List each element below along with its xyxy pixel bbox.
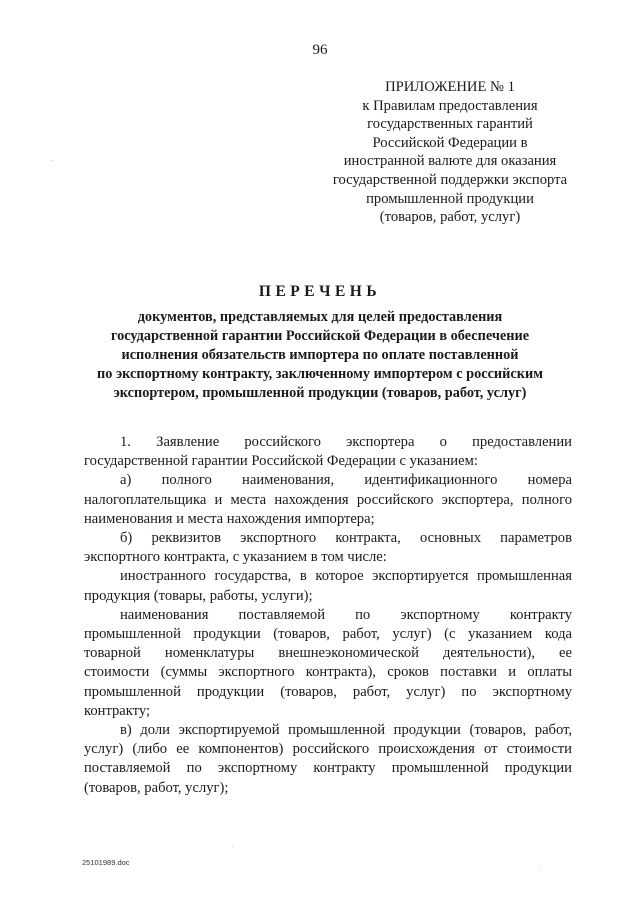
appendix-title: ПРИЛОЖЕНИЕ № 1 — [385, 79, 515, 95]
appendix-line: промышленной продукции — [366, 190, 534, 207]
scan-speck — [52, 160, 53, 161]
document-heading: ПЕРЕЧЕНЬ — [258, 283, 382, 300]
body-text-line: наименования поставляемой по экспортному контракту — [120, 606, 572, 623]
appendix-block — [300, 78, 600, 227]
appendix-line: государственной поддержки экспорта — [332, 171, 568, 188]
body-text-line: промышленной продукции (товаров, работ, услуг) по экспортному — [84, 683, 572, 700]
body-text-line: наименования и места нахождения импортера; — [84, 510, 375, 527]
body-text-line: б) реквизитов экспортного контракта, основных параметров — [120, 530, 572, 547]
body-text-line: экспортного контракта, с указанием в том числе: — [84, 549, 387, 566]
body-text-line: поставляемой по экспортному контракту промышленной продукции — [84, 760, 572, 777]
appendix-line: (товаров, работ, услуг) — [379, 209, 521, 226]
body-text-line: продукция (товары, работы, услуги); — [84, 587, 313, 604]
page-number: 96 — [312, 42, 328, 58]
appendix-line: к Правилам предоставления — [362, 97, 538, 114]
subheading-line: по экспортному контракту, заключенному импортером с российским — [97, 366, 543, 382]
body-text-line: промышленной продукции (товаров, работ, услуг) (с указанием кода — [84, 626, 572, 643]
body-text-line: иностранного государства, в которое экспортируется промышленная — [120, 568, 572, 585]
subheading-line: документов, представляемых для целей предоставления — [137, 309, 503, 325]
body-text-line: (товаров, работ, услуг); — [84, 779, 229, 796]
document-subheading — [60, 308, 580, 403]
appendix-line: иностранной валюте для оказания — [343, 153, 557, 170]
document-body — [84, 433, 572, 798]
body-text-line: в) доли экспортируемой промышленной продукции (товаров, работ, — [120, 722, 572, 739]
subheading-line: государственной гарантии Российской Федерации в обеспечение — [110, 328, 530, 344]
body-text-line: контракту; — [84, 702, 151, 719]
body-text-line: налогоплательщика и места нахождения российского экспортера, полного — [84, 491, 572, 508]
appendix-line: государственных гарантий — [367, 116, 533, 133]
body-text-line: услуг) (либо ее компонентов) российского происхождения от стоимости — [84, 741, 572, 758]
scan-speck — [232, 846, 233, 847]
body-text-line: государственной гарантии Российской Федерации с указанием: — [84, 453, 478, 470]
subheading-line: исполнения обязательств импортера по оплате поставленной — [121, 347, 519, 363]
footer-file-code: 25101989.doc — [82, 858, 130, 867]
subheading-line: экспортером, промышленной продукции (товаров, работ, услуг) — [113, 385, 527, 401]
body-text-line: стоимости (суммы экспортного контракта), сроков поставки и оплаты — [84, 664, 572, 681]
body-text-line: 1. Заявление российского экспортера о предоставлении — [120, 434, 572, 450]
body-text-line: товарной номенклатуры внешнеэкономической деятельности), ее — [84, 645, 572, 662]
body-text-line: а) полного наименования, идентификационного номера — [120, 472, 572, 489]
scan-speck — [540, 866, 541, 867]
appendix-line: Российской Федерации в — [372, 134, 528, 151]
